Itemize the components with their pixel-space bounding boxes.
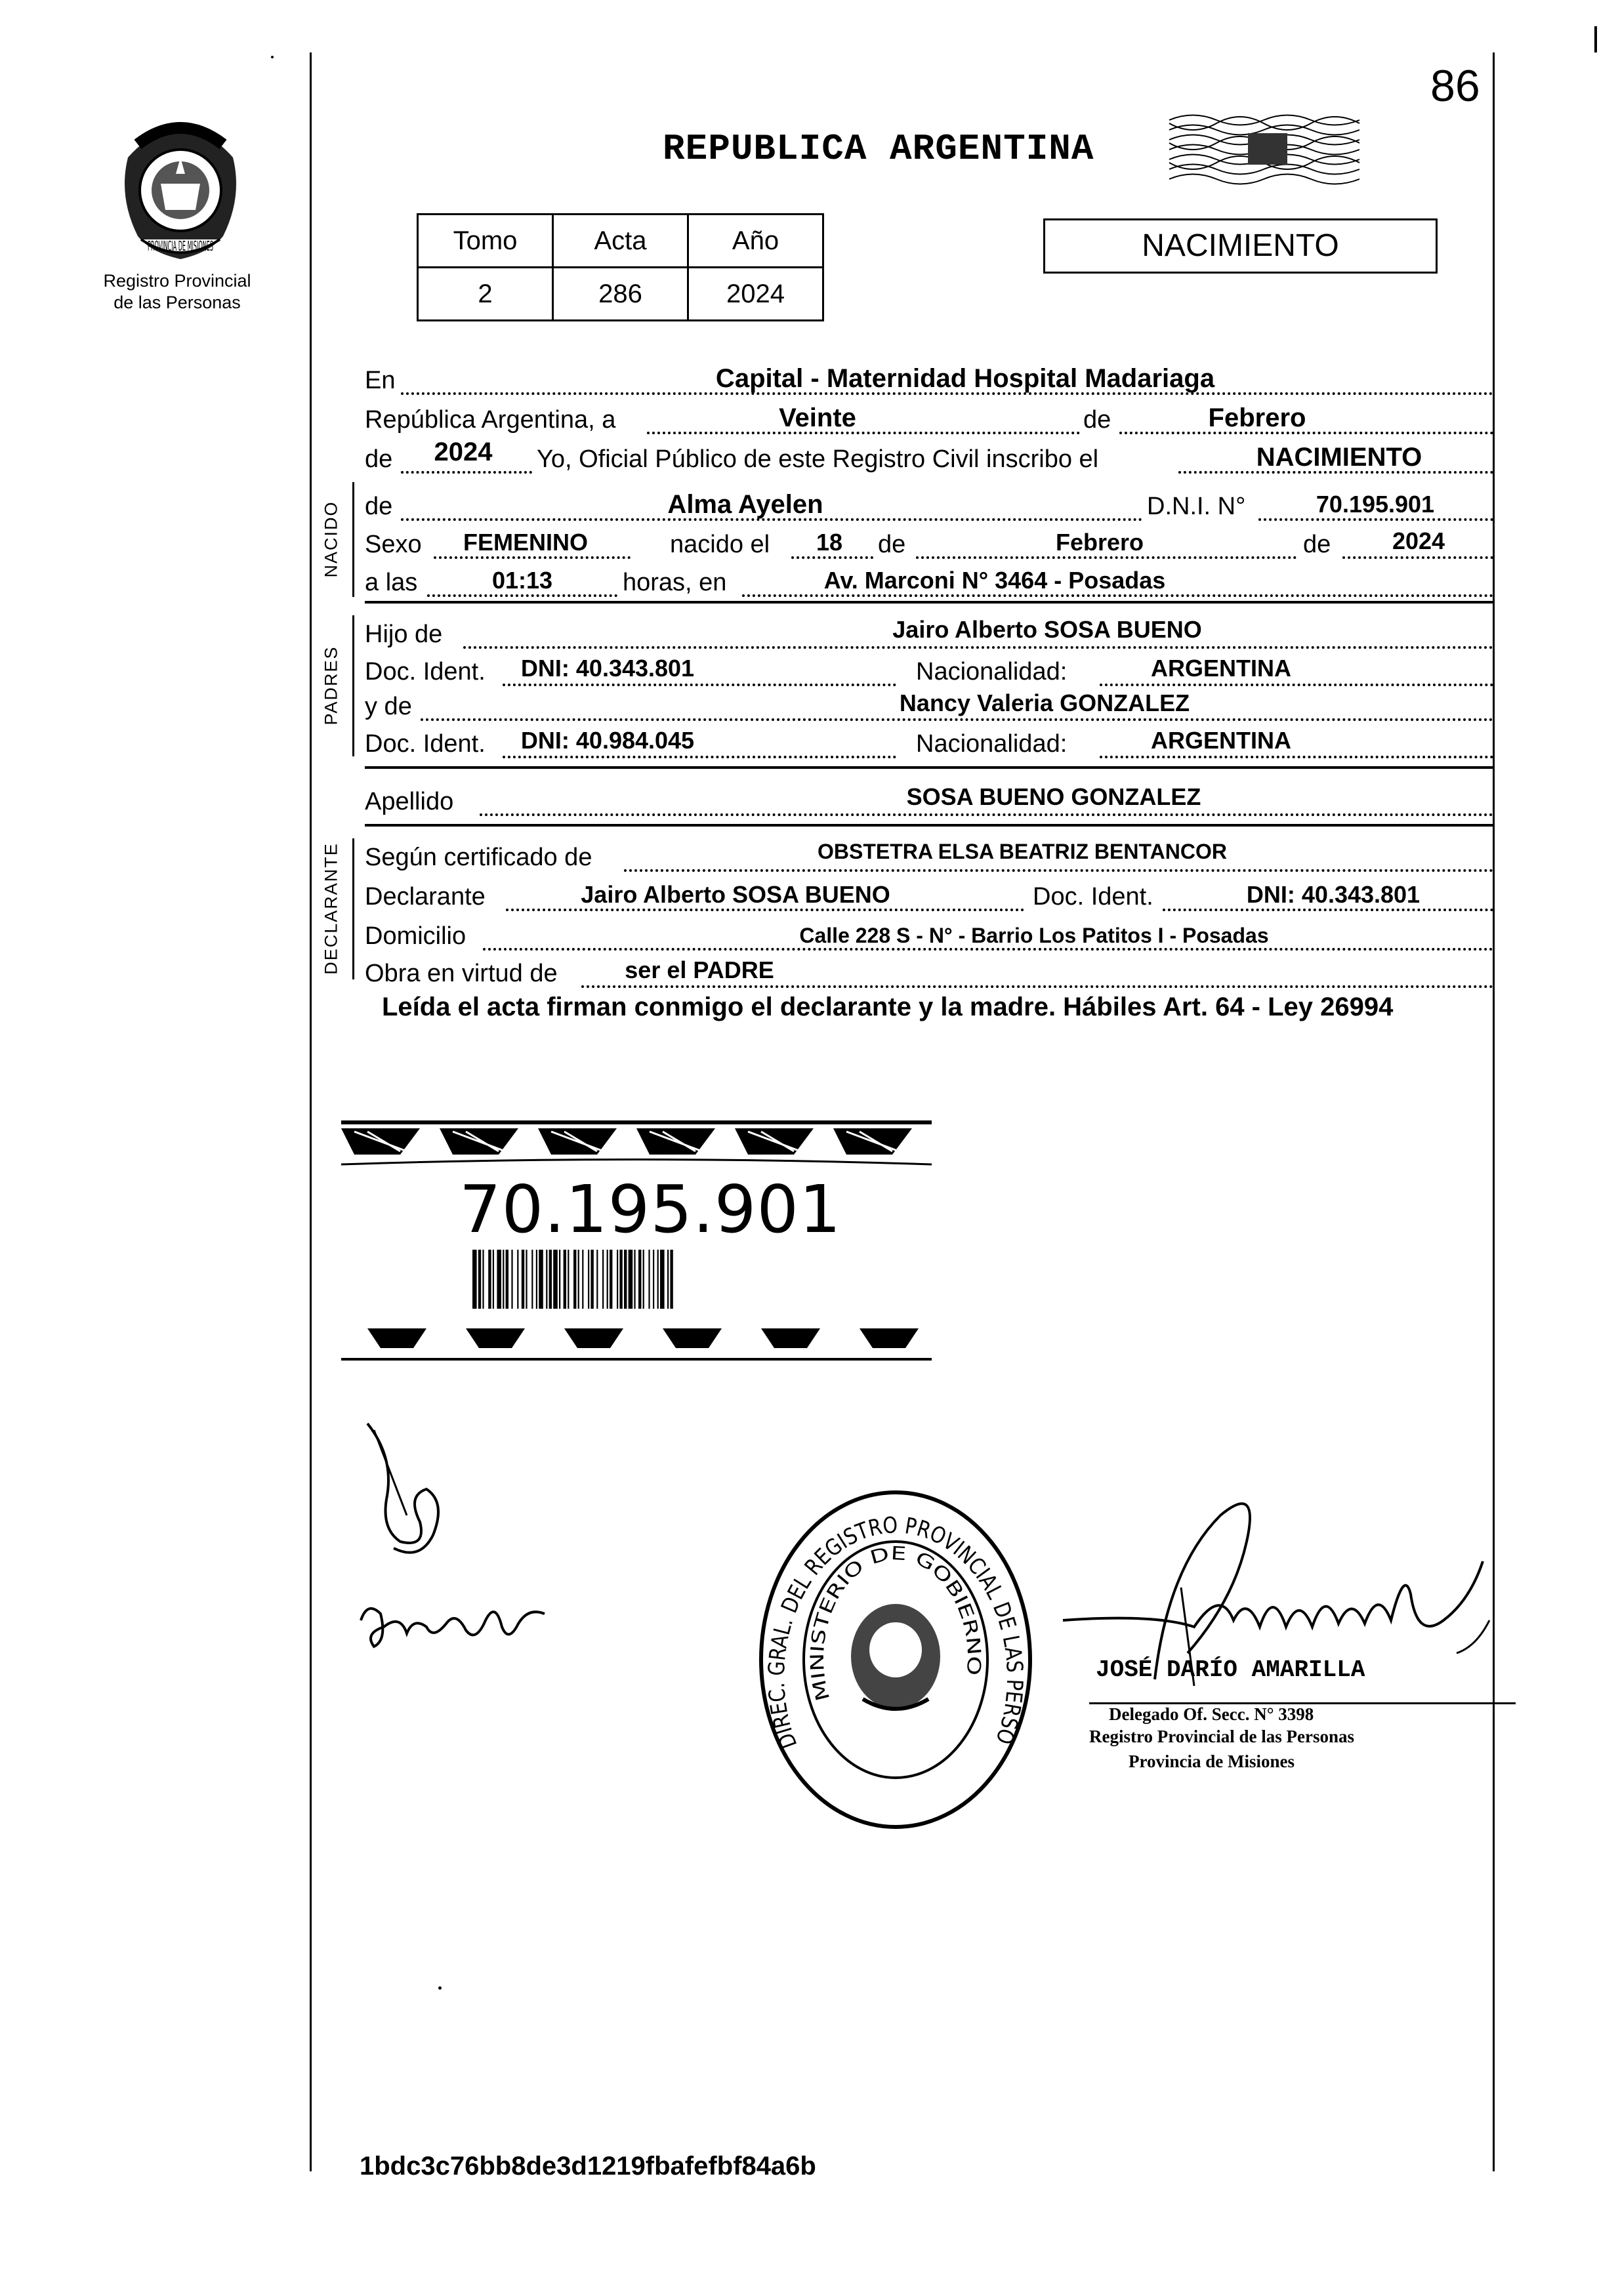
label-en: En	[365, 367, 396, 394]
dotted-fill	[1342, 556, 1493, 559]
barcode-bar	[667, 1250, 669, 1309]
row-hora-lugar	[365, 562, 1493, 601]
row-inscripcion	[365, 438, 1493, 478]
barcode-bar	[522, 1250, 524, 1309]
barcode-bar	[536, 1250, 537, 1309]
barcode-bar	[643, 1250, 644, 1309]
value-certificado: OBSTETRA ELSA BEATRIZ BENTANCOR	[818, 840, 1227, 863]
value-tipo: NACIMIENTO	[1256, 443, 1422, 472]
page-number: 86	[1430, 61, 1480, 111]
record-reference-table	[417, 213, 824, 321]
header-anio: Año	[688, 215, 823, 268]
barcode-bar	[531, 1250, 533, 1309]
barcode-bar	[660, 1250, 665, 1309]
record-type-box: NACIMIENTO	[1043, 218, 1438, 274]
row-lugar	[365, 359, 1493, 399]
barcode	[472, 1250, 764, 1309]
value-domicilio: Calle 228 S - N° - Barrio Los Patitos I - Posadas	[799, 924, 1269, 947]
value-mes: Febrero	[1055, 529, 1144, 556]
barcode-bar	[553, 1250, 558, 1309]
value-declarante-doc: DNI: 40.343.801	[1246, 881, 1421, 908]
label-domicilio: Domicilio	[365, 922, 467, 950]
dotted-fill	[480, 813, 1493, 816]
barcode-bar	[482, 1250, 484, 1309]
label-obra-en-virtud: Obra en virtud de	[365, 960, 558, 987]
row-madre	[365, 686, 1493, 725]
dot-mark	[271, 56, 274, 58]
barcode-bar	[472, 1250, 477, 1309]
label-doc-ident: Doc. Ident.	[365, 658, 486, 686]
value-apellido: SOSA BUENO GONZALEZ	[906, 783, 1201, 810]
value-dia: 18	[816, 529, 843, 556]
barcode-bar	[596, 1250, 598, 1309]
value-tomo: 2	[418, 268, 553, 321]
dotted-fill	[581, 985, 1493, 988]
barcode-bar	[546, 1250, 547, 1309]
barcode-bar	[539, 1250, 543, 1309]
barcode-bar	[559, 1250, 560, 1309]
value-declarante: Jairo Alberto SOSA BUENO	[581, 881, 890, 908]
barcode-bar	[617, 1250, 618, 1309]
official-seal	[751, 1483, 1040, 1837]
row-obra	[365, 953, 1493, 992]
value-lugar-nacimiento: Av. Marconi N° 3464 - Posadas	[823, 567, 1166, 594]
signature-declarante	[354, 1417, 486, 1568]
barcode-bar	[517, 1250, 518, 1309]
dotted-fill	[647, 432, 1080, 434]
barcode-top-pattern	[341, 1115, 932, 1168]
value-hora: 01:13	[491, 567, 553, 594]
dotted-fill	[1119, 432, 1493, 434]
label-apellido: Apellido	[365, 788, 454, 815]
value-dni: 70.195.901	[1316, 491, 1435, 518]
label-yo-oficial: Yo, Oficial Público de este Registro Civil inscribo el	[537, 445, 1099, 473]
barcode-bar	[648, 1250, 650, 1309]
security-pattern	[1169, 110, 1359, 188]
row-domicilio	[365, 915, 1493, 954]
barcode-bar	[670, 1250, 673, 1309]
declarante-bracket	[352, 838, 354, 979]
official-office: Registro Provincial de las Personas	[1089, 1727, 1354, 1746]
document-hash: 1bdc3c76bb8de3d1219fbafefbf84a6b	[360, 2152, 816, 2181]
padres-bracket	[352, 615, 354, 756]
separator-apellido	[365, 824, 1493, 827]
value-lugar: Capital - Maternidad Hospital Madariaga	[715, 364, 1215, 393]
label-de: de	[1303, 531, 1331, 558]
barcode-bar	[526, 1250, 527, 1309]
official-province: Provincia de Misiones	[1129, 1752, 1295, 1771]
barcode-bar	[619, 1250, 622, 1309]
barcode-bar	[634, 1250, 635, 1309]
barcode-bar	[503, 1250, 504, 1309]
label-doc-ident: Doc. Ident.	[1033, 883, 1153, 911]
label-sexo: Sexo	[365, 531, 422, 558]
closing-statement: Leída el acta firman conmigo el declarante y la madre. Hábiles Art. 64 - Ley 26994	[382, 993, 1394, 1021]
dotted-fill	[1163, 909, 1493, 911]
barcode-bar	[564, 1250, 566, 1309]
label-de: de	[878, 531, 906, 558]
barcode-bottom-pattern	[341, 1319, 932, 1368]
provincial-logo	[112, 112, 249, 269]
dotted-fill	[742, 594, 1493, 597]
barcode-bar	[624, 1250, 627, 1309]
barcode-bar	[602, 1250, 604, 1309]
official-title: Delegado Of. Secc. N° 3398	[1109, 1704, 1314, 1724]
barcode-bar	[506, 1250, 508, 1309]
logo-caption	[79, 270, 276, 314]
official-name: JOSÉ DARÍO AMARILLA	[1096, 1656, 1365, 1683]
nacido-bracket	[352, 482, 354, 597]
left-margin-line	[310, 52, 312, 2171]
barcode-bar	[488, 1250, 491, 1309]
value-sexo: FEMENINO	[463, 529, 589, 556]
dotted-fill	[1258, 518, 1493, 521]
row-padre	[365, 613, 1493, 653]
label-de: de	[1083, 406, 1111, 434]
value-madre: Nancy Valeria GONZALEZ	[899, 689, 1190, 716]
dotted-fill	[421, 718, 1493, 721]
barcode-bar	[629, 1250, 633, 1309]
barcode-bar	[568, 1250, 569, 1309]
value-madre-doc: DNI: 40.984.045	[520, 727, 695, 754]
label-nacionalidad: Nacionalidad:	[916, 730, 1068, 758]
barcode-bar	[493, 1250, 494, 1309]
logo-text: PROVINCIA DE MISIONES	[148, 238, 213, 254]
label-nacido-el: nacido el	[670, 531, 770, 558]
seal-inner-text: MINISTERIO DE GOBIERNO	[806, 1542, 985, 1704]
label-declarante: Declarante	[365, 883, 486, 911]
barcode-bar	[653, 1250, 654, 1309]
value-acta: 286	[553, 268, 688, 321]
label-de: de	[365, 445, 393, 473]
seal-outer-text: DIREC. GRAL. DEL REGISTRO PROVINCIAL DE LAS PERSO	[763, 1511, 1028, 1752]
row-certificado	[365, 836, 1493, 876]
barcode-bar	[588, 1250, 589, 1309]
section-label-nacido: NACIDO	[321, 501, 341, 578]
dotted-fill	[624, 869, 1493, 872]
row-nombre	[365, 485, 1493, 525]
value-padre: Jairo Alberto SOSA BUENO	[892, 616, 1202, 643]
row-padre-doc	[365, 651, 1493, 690]
label-hijo-de: Hijo de	[365, 621, 443, 648]
value-dia: Veinte	[779, 403, 856, 432]
row-sexo	[365, 523, 1493, 563]
dotted-fill	[506, 909, 1024, 911]
section-label-padres: PADRES	[321, 646, 341, 726]
value-anio: 2024	[1392, 527, 1445, 554]
separator-nacido	[365, 601, 1493, 604]
label-nacionalidad: Nacionalidad:	[916, 658, 1068, 686]
barcode-number: 70.195.901	[459, 1171, 842, 1248]
header-acta: Acta	[553, 215, 688, 268]
label-de: de	[365, 493, 393, 520]
dotted-fill	[463, 646, 1493, 649]
row-madre-doc	[365, 723, 1493, 762]
margin-mark	[1594, 26, 1597, 52]
row-declarante	[365, 876, 1493, 915]
logo-caption-line-1: Registro Provincial	[103, 271, 251, 291]
barcode-bar	[511, 1250, 512, 1309]
barcode-bar	[578, 1250, 579, 1309]
barcode-bar	[610, 1250, 612, 1309]
label-horas-en: horas, en	[623, 569, 727, 596]
value-nombre: Alma Ayelen	[667, 490, 823, 519]
header-tomo: Tomo	[418, 215, 553, 268]
dotted-fill	[483, 948, 1493, 951]
value-padre-nac: ARGENTINA	[1151, 655, 1291, 682]
value-mes: Febrero	[1208, 403, 1306, 432]
barcode-bar	[497, 1250, 501, 1309]
dotted-fill	[434, 556, 631, 559]
dotted-fill	[791, 556, 873, 559]
value-obra: ser el PADRE	[625, 956, 774, 983]
barcode-bar	[582, 1250, 583, 1309]
barcode-bar	[607, 1250, 608, 1309]
dot-mark	[438, 1986, 442, 1990]
signature-madre	[354, 1588, 551, 1660]
label-doc-ident: Doc. Ident.	[365, 730, 486, 758]
barcode-bar	[638, 1250, 641, 1309]
country-title: REPUBLICA ARGENTINA	[663, 128, 1094, 170]
label-a-las: a las	[365, 569, 418, 596]
barcode-bar	[657, 1250, 659, 1309]
dotted-fill	[1100, 756, 1493, 758]
label-y-de: y de	[365, 693, 412, 720]
value-anio: 2024	[688, 268, 823, 321]
dotted-fill	[401, 471, 532, 474]
barcode-bar	[549, 1250, 552, 1309]
value-madre-nac: ARGENTINA	[1151, 727, 1291, 754]
label-republica: República Argentina, a	[365, 406, 616, 434]
dotted-fill	[916, 556, 1296, 559]
label-dni: D.N.I. N°	[1147, 493, 1246, 520]
logo-caption-line-2: de las Personas	[114, 293, 241, 312]
barcode-bar	[573, 1250, 576, 1309]
dotted-fill	[503, 756, 896, 758]
label-segun-certificado: Según certificado de	[365, 844, 592, 871]
value-padre-doc: DNI: 40.343.801	[520, 655, 695, 682]
value-anio: 2024	[434, 438, 493, 466]
barcode-bar	[478, 1250, 481, 1309]
row-apellido	[365, 781, 1493, 820]
row-fecha	[365, 399, 1493, 438]
dotted-fill	[427, 594, 617, 597]
barcode-bar	[591, 1250, 593, 1309]
section-label-declarante: DECLARANTE	[321, 842, 341, 975]
separator-padres	[365, 766, 1493, 769]
